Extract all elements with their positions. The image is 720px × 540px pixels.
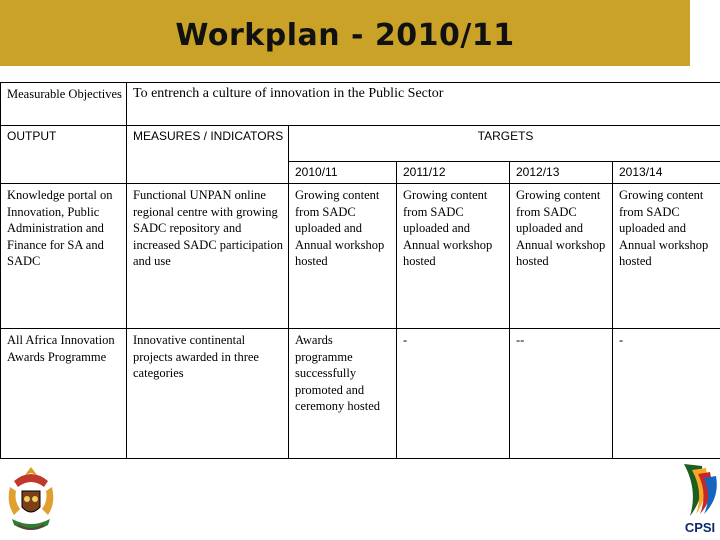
title-banner xyxy=(0,0,690,66)
target-cell: - xyxy=(613,329,720,459)
objectives-row xyxy=(1,83,720,126)
workplan-table xyxy=(0,82,720,459)
target-cell: -- xyxy=(510,329,613,459)
target-cell: Growing content from SADC uploaded and Annual workshop hosted xyxy=(289,184,397,329)
measure-cell: Functional UNPAN online regional centre with growing SADC repository and increased SADC participation and use xyxy=(127,184,289,329)
year-header: 2010/11 xyxy=(289,162,397,184)
year-header: 2012/13 xyxy=(510,162,613,184)
measure-cell: Innovative continental projects awarded in three categories xyxy=(127,329,289,459)
table-row xyxy=(1,329,720,459)
targets-header: TARGETS xyxy=(289,126,720,162)
measurable-objectives-label: Measurable Objectives xyxy=(1,83,127,126)
header-row xyxy=(1,126,720,162)
objective-text: To entrench a culture of innovation in the Public Sector xyxy=(127,83,720,126)
measures-header: MEASURES / INDICATORS xyxy=(127,126,289,184)
target-cell: - xyxy=(397,329,510,459)
output-cell: Knowledge portal on Innovation, Public Administration and Finance for SA and SADC xyxy=(1,184,127,329)
cpsi-logo-icon xyxy=(680,460,720,540)
coat-of-arms-icon xyxy=(4,463,58,537)
target-cell: Growing content from SADC uploaded and Annual workshop hosted xyxy=(510,184,613,329)
year-header: 2011/12 xyxy=(397,162,510,184)
output-cell: All Africa Innovation Awards Programme xyxy=(1,329,127,459)
target-cell: Growing content from SADC uploaded and Annual workshop hosted xyxy=(613,184,720,329)
cpsi-logo-text: CPSI xyxy=(684,520,716,535)
page-title: Workplan - 2010/11 xyxy=(175,17,515,53)
output-header: OUTPUT xyxy=(1,126,127,184)
table-row xyxy=(1,184,720,329)
target-cell: Awards programme successfully promoted and ceremony hosted xyxy=(289,329,397,459)
target-cell: Growing content from SADC uploaded and Annual workshop hosted xyxy=(397,184,510,329)
year-header: 2013/14 xyxy=(613,162,720,184)
